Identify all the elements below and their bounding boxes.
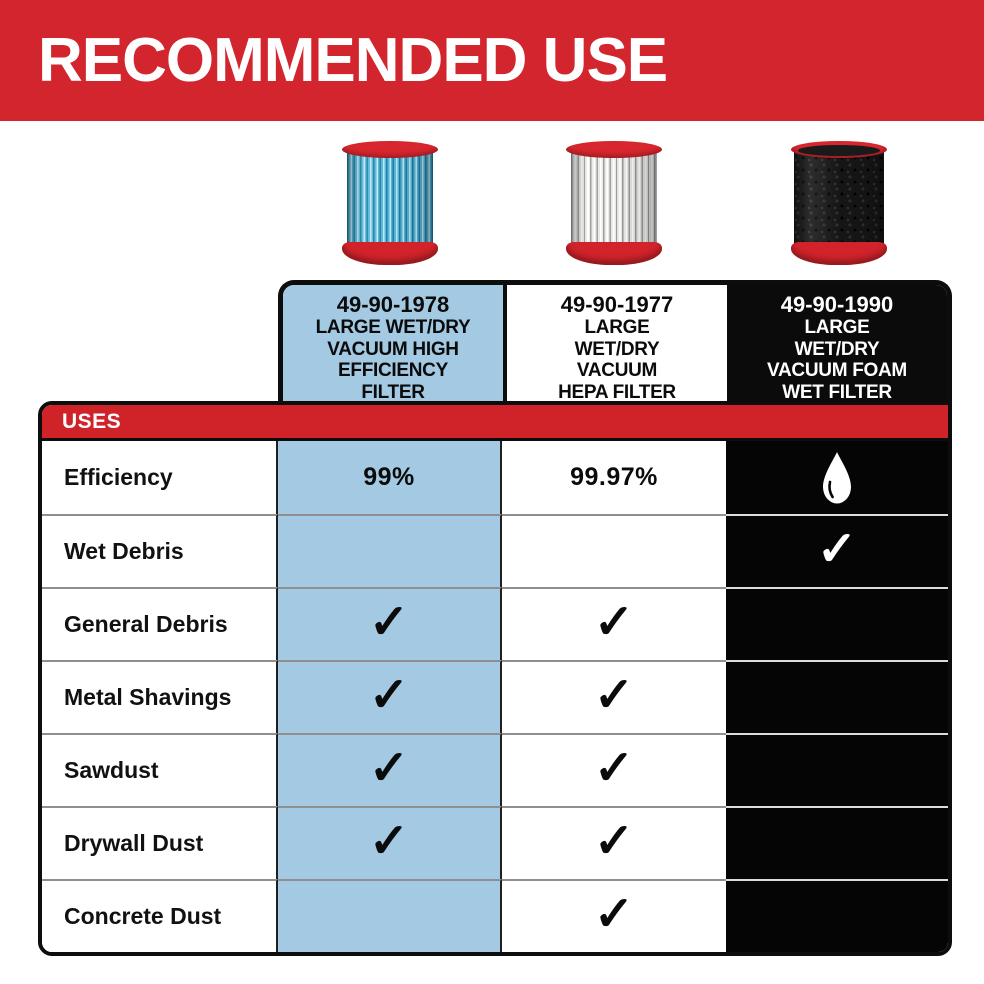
uses-label: USES: [62, 409, 122, 433]
cell-1990-concrete-dust: [726, 879, 948, 952]
product-header-block: [278, 280, 952, 401]
filter-pleats: [571, 150, 657, 251]
cell-1977-wet-debris: [502, 514, 726, 587]
cell-1978-metal-shavings: [278, 660, 502, 733]
row-label: General Debris: [42, 587, 278, 660]
check-icon: ✓: [816, 522, 858, 576]
comparison-table: [38, 401, 952, 956]
product-name-line: VACUUM HIGH: [327, 338, 459, 360]
table-row-drywall-dust: [42, 806, 948, 879]
filter-bottom-cap: [342, 242, 438, 265]
product-sku: 49-90-1977: [560, 292, 674, 317]
check-icon: ✓: [368, 668, 410, 722]
product-name-line: WET/DRY: [794, 338, 880, 360]
product-name-line: LARGE: [584, 317, 650, 339]
check-icon: ✓: [593, 668, 635, 722]
product-name-line: VACUUM FOAM: [767, 360, 907, 382]
cell-1977-metal-shavings: [502, 660, 726, 733]
cell-1978-efficiency: [278, 441, 502, 514]
product-header-49-90-1990: [727, 285, 947, 401]
product-name-line: LARGE: [804, 317, 870, 339]
pleated-blue-filter-image: [342, 141, 438, 265]
row-label: Concrete Dust: [42, 879, 278, 952]
cell-1990-efficiency: [726, 441, 948, 514]
cell-1978-sawdust: [278, 733, 502, 806]
product-header-49-90-1977: [507, 285, 727, 401]
filter-bottom-cap: [566, 242, 662, 265]
check-icon: ✓: [593, 595, 635, 649]
product-header-49-90-1978: [283, 285, 507, 401]
filter-top-cap: [566, 141, 662, 158]
cell-1990-sawdust: [726, 733, 948, 806]
row-label: Metal Shavings: [42, 660, 278, 733]
filter-pleats: [347, 150, 433, 251]
product-sku: 49-90-1990: [780, 292, 894, 317]
table-row-efficiency: [42, 441, 948, 514]
product-name-line: WET/DRY: [574, 338, 660, 360]
filter-bottom-cap: [791, 242, 887, 265]
cell-1978-drywall-dust: [278, 806, 502, 879]
cell-1990-wet-debris: [726, 514, 948, 587]
table-row-wet-debris: [42, 514, 948, 587]
uses-section-header: [42, 405, 948, 441]
check-icon: ✓: [368, 814, 410, 868]
pleated-white-filter-image: [566, 141, 662, 265]
check-icon: ✓: [368, 741, 410, 795]
water-drop-icon: [819, 451, 855, 505]
row-label: Drywall Dust: [42, 806, 278, 879]
cell-1977-concrete-dust: [502, 879, 726, 952]
cell-1977-efficiency: [502, 441, 726, 514]
row-label: Wet Debris: [42, 514, 278, 587]
cell-1977-general-debris: [502, 587, 726, 660]
page-title: RECOMMENDED USE: [38, 26, 668, 95]
cell-1990-general-debris: [726, 587, 948, 660]
black-foam-filter-image: [791, 141, 887, 265]
table-row-sawdust: [42, 733, 948, 806]
cell-1977-drywall-dust: [502, 806, 726, 879]
table-row-concrete-dust: [42, 879, 948, 952]
filter-top-cap: [342, 141, 438, 158]
efficiency-value: 99.97%: [570, 463, 658, 491]
check-icon: ✓: [593, 741, 635, 795]
table-rows: [42, 441, 948, 952]
cell-1978-wet-debris: [278, 514, 502, 587]
table-row-general-debris: [42, 587, 948, 660]
product-name-line: HEPA FILTER: [558, 381, 676, 401]
check-icon: ✓: [593, 814, 635, 868]
cell-1990-metal-shavings: [726, 660, 948, 733]
product-sku: 49-90-1978: [336, 292, 450, 317]
row-label: Efficiency: [42, 441, 278, 514]
product-name-line: EFFICIENCY: [338, 360, 448, 382]
cell-1977-sawdust: [502, 733, 726, 806]
product-name-line: FILTER: [361, 381, 425, 401]
table-row-metal-shavings: [42, 660, 948, 733]
check-icon: ✓: [593, 887, 635, 941]
banner: [0, 0, 984, 121]
efficiency-value: 99%: [363, 463, 415, 491]
product-name-line: WET FILTER: [782, 381, 892, 401]
cell-1978-general-debris: [278, 587, 502, 660]
filter-top-cap: [791, 141, 887, 158]
row-label: Sawdust: [42, 733, 278, 806]
cell-1978-concrete-dust: [278, 879, 502, 952]
product-name-line: VACUUM: [576, 360, 658, 382]
product-name-line: LARGE WET/DRY: [315, 317, 471, 339]
check-icon: ✓: [368, 595, 410, 649]
filter-foam: [794, 150, 884, 251]
cell-1990-drywall-dust: [726, 806, 948, 879]
